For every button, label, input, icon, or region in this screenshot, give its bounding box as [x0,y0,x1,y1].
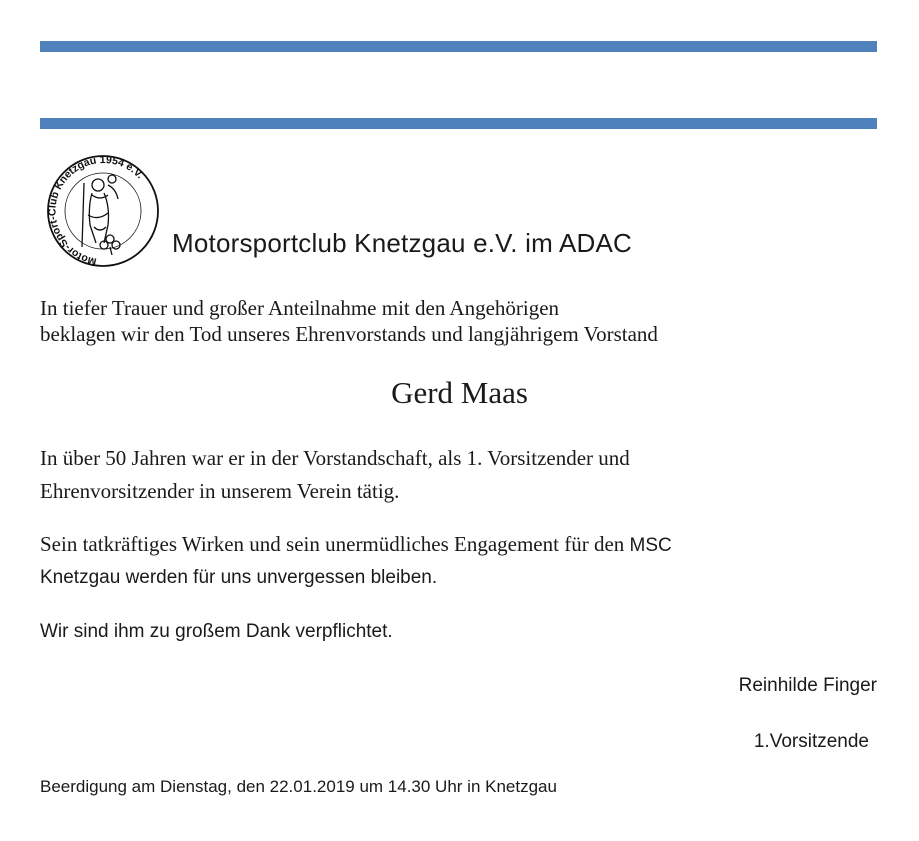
bottom-divider [40,118,877,129]
signature-name: Reinhilde Finger [738,675,877,696]
logo-ring-text: Motor-Sport-Club Knetzgau 1954 e.V. [46,155,146,267]
paragraph-2-msc: MSC [629,535,672,556]
organization-name: Motorsportclub Knetzgau e.V. im ADAC [172,228,633,258]
signature-role: 1.Vorsitzende [753,731,869,752]
intro-line-2: beklagen wir den Tod unseres Ehrenvorstands und langjährigem Vorstand [40,322,658,346]
saint-christopher-emblem-icon [38,155,168,267]
top-divider [40,41,877,52]
club-logo [38,155,168,267]
paragraph-2-text: Sein tatkräftiges Wirken und sein unermüdliches Engagement für den [40,532,630,556]
paragraph-1-line-2: Ehrenvorsitzender in unserem Verein tätig. [40,479,400,503]
intro-line-1: In tiefer Trauer und großer Anteilnahme mit den Angehörigen [40,296,560,320]
deceased-name: Gerd Maas [391,375,528,410]
funeral-notice: Beerdigung am Dienstag, den 22.01.2019 um 14.30 Uhr in Knetzgau [40,777,557,796]
paragraph-1-line-1: In über 50 Jahren war er in der Vorstandschaft, als 1. Vorsitzender und [40,446,630,470]
paragraph-2-line-1 [40,532,672,557]
paragraph-3: Wir sind ihm zu großem Dank verpflichtet. [40,621,393,642]
paragraph-2-line-2: Knetzgau werden für uns unvergessen bleiben. [40,567,438,588]
